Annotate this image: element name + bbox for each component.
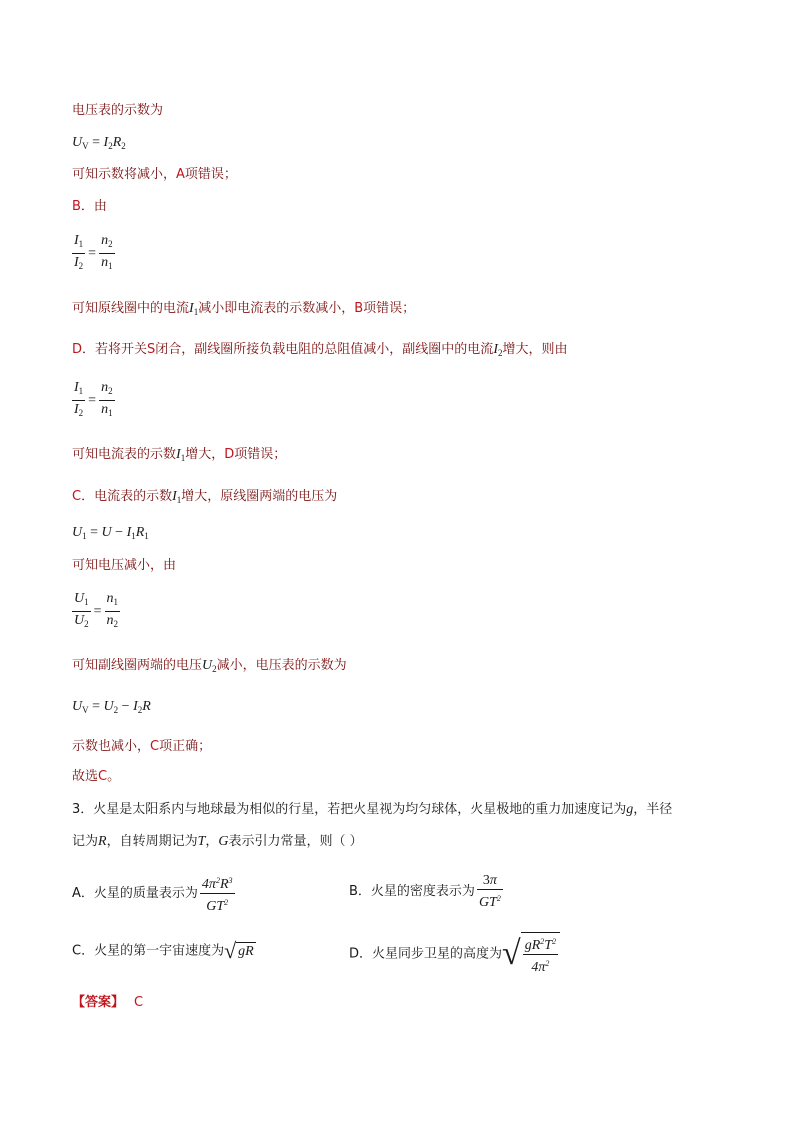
voltage-decrease-text: 可知电压减小，由 xyxy=(72,558,177,573)
option-d[interactable]: D．火星同步卫星的高度为√ $\frac{gR^2T^2}{4\pi^2}$ xyxy=(349,932,560,976)
option-b-heading: B．由 xyxy=(72,199,107,214)
option-a-conclusion: 可知示数将减小，A项错误； xyxy=(72,167,237,182)
option-d-conclusion: 可知电流表的示数$I_1$增大，D项错误； xyxy=(72,447,287,463)
equation-voltmeter xyxy=(72,134,126,155)
secondary-voltage-text: 可知副线圈两端的电压$U_2$减小，电压表的示数为 xyxy=(72,658,347,674)
final-choice: 故选C。 xyxy=(72,769,121,784)
equation-current-ratio-1: $\frac{I_1}{I_2}$ = $\frac{n_2}{n_1}$ xyxy=(74,233,113,271)
equation-voltmeter-2: $U_V = U_2 - I_2R$ xyxy=(72,699,151,715)
option-a[interactable]: A．火星的质量表示为 $\frac{4\pi^2R^3}{GT^2}$ xyxy=(72,872,235,915)
answer-value: C xyxy=(134,995,144,1010)
equation-current-ratio-2: $\frac{I_1}{I_2}$ = $\frac{n_2}{n_1}$ xyxy=(74,380,113,418)
question-number: 3 xyxy=(72,802,81,817)
voltmeter-reading-label: 电压表的示数为 xyxy=(72,103,164,118)
equation-primary-voltage: $U_1 = U - I_1R_1$ xyxy=(72,525,149,541)
option-d-heading: D．若将开关S闭合，副线圈所接负载电阻的总阻值减小，副线圈中的电流$I_2$增大，则由 xyxy=(72,342,568,358)
answer-label: 【答案】 xyxy=(72,995,125,1010)
option-b[interactable]: B．火星的密度表示为 $\frac{3\pi}{GT^2}$ xyxy=(349,873,501,910)
option-c-conclusion: 示数也减小，C项正确； xyxy=(72,739,212,754)
equation-voltmeter-formula: $U_V = I_2R_2$ xyxy=(72,135,126,151)
option-c[interactable]: C．火星的第一宇宙速度为√ gR xyxy=(72,938,254,964)
question-3-stem-line-1: 3．火星是太阳系内与地球最为相似的行星，若把火星视为均匀球体，火星极地的重力加速度记为g，半径 xyxy=(72,802,673,817)
equation-voltage-ratio: $\frac{U_1}{U_2}$ = $\frac{n_1}{n_2}$ xyxy=(74,591,119,629)
question-3-stem-line-2: 记为R，自转周期记为T，G表示引力常量，则（ ） xyxy=(72,834,363,849)
option-b-conclusion: 可知原线圈中的电流$I_1$减小即电流表的示数减小，B项错误； xyxy=(72,301,416,317)
option-c-heading: C．电流表的示数$I_1$增大，原线圈两端的电压为 xyxy=(72,489,338,505)
answer-line xyxy=(72,994,143,1012)
